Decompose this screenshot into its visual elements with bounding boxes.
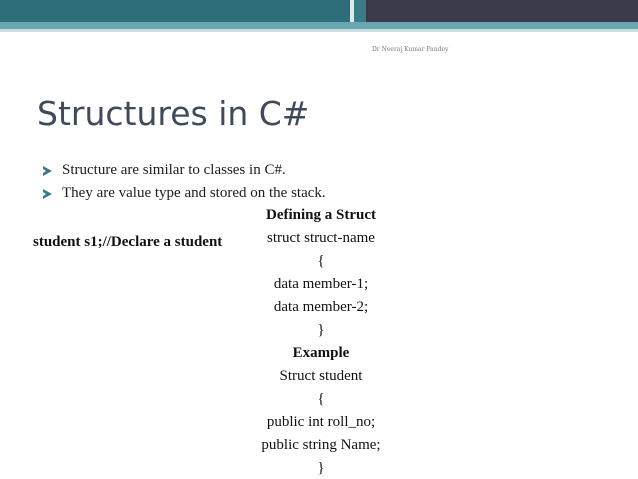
bullet-text: Structure are similar to classes in C#. — [62, 162, 286, 178]
top-bar-underline-light — [0, 29, 638, 32]
code-line: Struct student — [279, 368, 363, 384]
struct-code-block — [241, 204, 401, 479]
code-heading-defining: Defining a Struct — [266, 207, 376, 223]
top-bar-teal-segment — [0, 0, 350, 22]
arrow-bullet-icon — [43, 189, 52, 199]
arrow-bullet-icon — [43, 166, 52, 176]
top-bar-mid-segment — [354, 0, 366, 22]
code-line: public string Name; — [261, 437, 381, 453]
declaration-note: student s1;//Declare a student — [33, 234, 223, 250]
author-footer: Dr Neeraj Kumar Pandey — [372, 46, 449, 53]
slide-title: Structures in C# — [37, 94, 310, 133]
code-line: data member-1; — [273, 276, 369, 292]
top-bar-underline — [0, 22, 638, 29]
bullet-text: They are value type and stored on the stack. — [62, 185, 326, 201]
code-heading-example: Example — [292, 345, 350, 361]
code-line: { — [317, 253, 325, 269]
code-line: { — [317, 391, 325, 407]
top-decorative-bar — [0, 0, 638, 22]
bullet-item — [43, 182, 326, 205]
top-bar-dark-segment — [366, 0, 638, 22]
code-line: } — [317, 322, 325, 338]
code-line: } — [317, 460, 325, 476]
bullet-list — [43, 159, 326, 205]
code-line: data member-2; — [273, 299, 369, 315]
code-line: struct struct-name — [267, 230, 375, 246]
bullet-item — [43, 159, 326, 182]
code-line: public int roll_no; — [266, 414, 376, 430]
